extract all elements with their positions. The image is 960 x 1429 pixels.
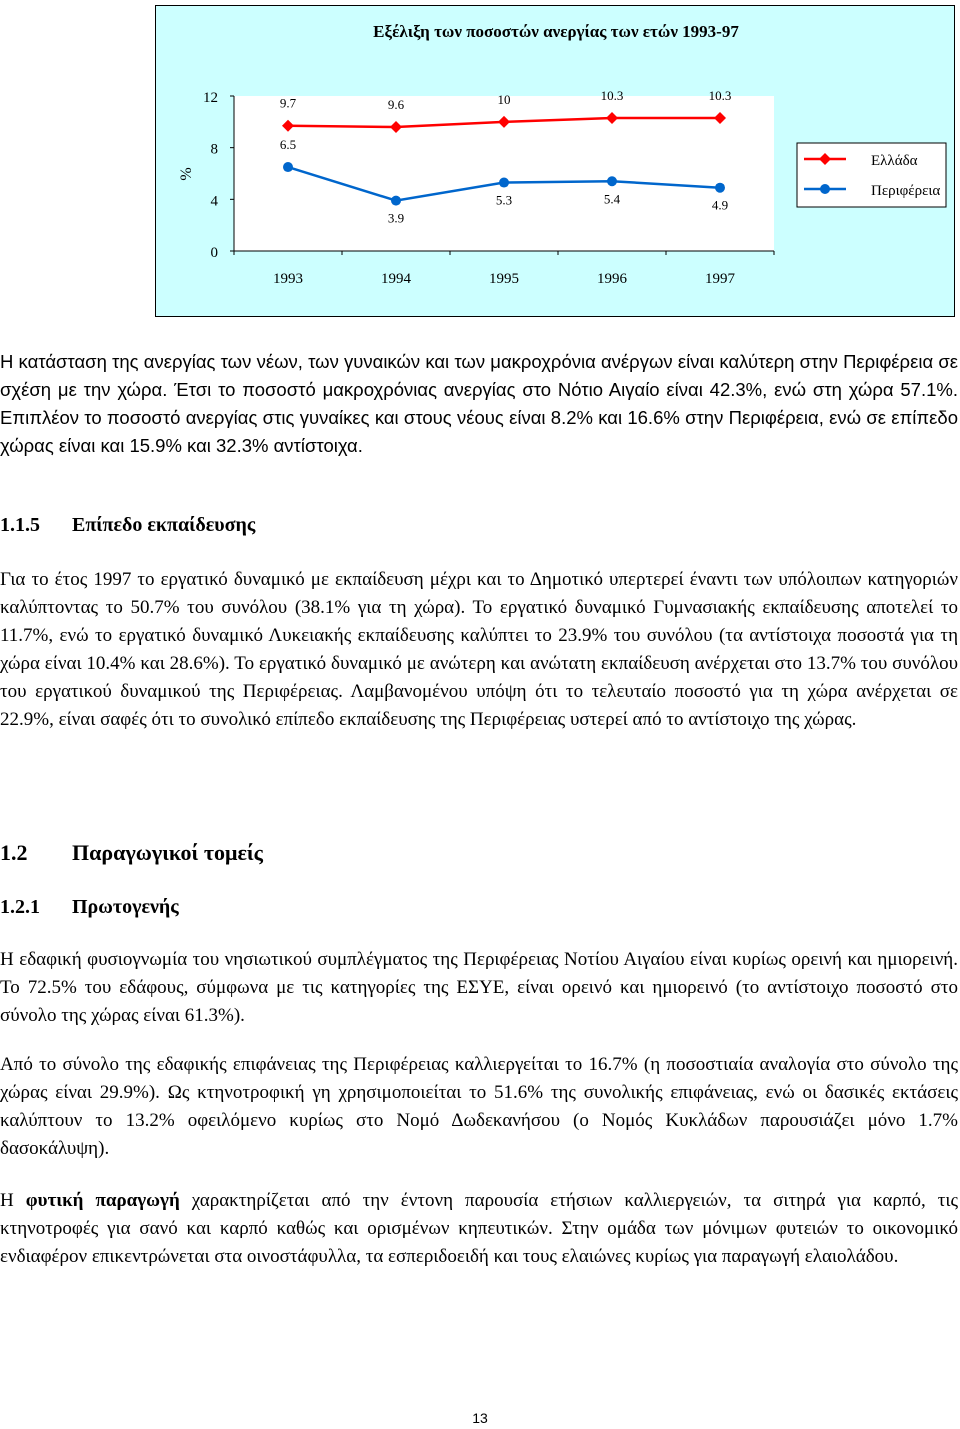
heading-1-2-1-number: 1.2.1 <box>0 896 40 918</box>
y-axis-label: % <box>178 167 195 181</box>
data-point-marker <box>283 162 293 172</box>
paragraph-terrain: Η εδαφική φυσιογνωμία του νησιωτικού συμπλέγματος της Περιφέρειας Νοτίου Αιγαίου είναι κυρίως ορεινή και ημιορεινή. Το 72.5% του εδάφους, σύμφωνα με τις κατηγορίες της ΕΣΥΕ, είναι ορεινό και ημιορεινό (το αντίστοιχο ποσοστό στο σύνολο της χώρας είναι 61.3%). <box>0 949 958 1026</box>
data-label: 9.6 <box>387 97 405 112</box>
x-tick-label: 1996 <box>597 271 627 287</box>
heading-1-2-text: Παραγωγικοί τομείς <box>72 840 263 865</box>
heading-1-1-5-number: 1.1.5 <box>0 514 40 536</box>
data-point-marker <box>607 176 617 186</box>
heading-1-2-number: 1.2 <box>0 840 28 865</box>
data-point-marker <box>499 178 509 188</box>
unemployment-chart <box>155 5 955 317</box>
paragraph-crop-production-post: χαρακτηρίζεται από την έντονη παρουσία ετήσιων καλλιεργειών, τα σιτηρά για καρπό, τις κτηνοτροφές για σανό και καρπό καθώς και ορισμένων κηπευτικών. Στην ομάδα των μόνιμων φυτειών το οικονομικό ενδιαφέρον επικεντρώνεται στα οινοστάφυλλα, τα εσπεριδοειδή και τους ελαιώνες κυρίως για παραγωγή ελαιολάδου. <box>0 1190 958 1267</box>
paragraph-youth-unemployment: Η κατάσταση της ανεργίας των νέων, των γυναικών και των μακροχρόνια ανέργων είναι καλύτερη στην Περιφέρεια σε σχέση με την χώρα. Έτσι το ποσοστό μακροχρόνιας ανεργίας στο Νότιο Αιγαίο είναι 42.3%, ενώ στη χώρα 57.1%. Επιπλέον το ποσοστό ανεργίας στις γυναίκες και στους νέους είναι 8.2% και 16.6% στην Περιφέρεια, ενώ σε επίπεδο χώρας είναι και 15.9% και 32.3% αντίστοιχα. <box>0 351 958 456</box>
x-tick-label: 1995 <box>489 271 519 287</box>
y-tick-label: 0 <box>210 245 218 261</box>
data-label: 10 <box>497 91 511 107</box>
chart-legend <box>797 143 946 207</box>
y-tick-label: 4 <box>210 193 218 210</box>
x-tick-label: 1993 <box>273 271 303 287</box>
legend-label: Ελλάδα <box>871 153 918 169</box>
paragraph-crop-production-pre: Η <box>0 1190 26 1211</box>
heading-1-2 <box>0 840 263 866</box>
heading-1-2-1-text: Πρωτογενής <box>72 896 179 918</box>
paragraph-crop-production <box>0 1187 958 1271</box>
legend-label: Περιφέρεια <box>871 183 941 199</box>
paragraph-land-use: Από το σύνολο της εδαφικής επιφάνειας της Περιφέρειας καλλιεργείται το 16.7% (η ποσοστιαία αναλογία στο σύνολο της χώρας είναι 29.9%). Ως κτηνοτροφική γη χρησιμοποιείται το 51.6% της συνολικής επιφάνειας, ενώ οι δασικές εκτάσεις καλύπτουν το 13.2% οφειλόμενο κυρίως στο Νομό Δωδεκανήσου (ο Νομός Κυκλάδων παρουσιάζει μόνο 1.7% δασοκάλυψη). <box>0 1054 958 1159</box>
page-number: 13 <box>472 1410 488 1426</box>
data-point-marker <box>715 183 725 193</box>
data-label: 4.9 <box>711 197 729 213</box>
data-label: 10.3 <box>600 87 624 103</box>
y-tick-label: 12 <box>203 90 218 106</box>
x-tick-label: 1994 <box>381 271 411 287</box>
data-label: 10.3 <box>708 87 732 103</box>
paragraph-education-level: Για το έτος 1997 το εργατικό δυναμικό με εκπαίδευση μέχρι και το Δημοτικό υπερτερεί έναντι των υπόλοιπων κατηγοριών καλύπτοντας το 50.7% του συνόλου (38.1% για τη χώρα). Το εργατικό δυναμικό Γυμνασιακής εκπαίδευσης αποτελεί το 11.7%, ενώ το εργατικό δυναμικό Λυκειακής εκπαίδευσης καλύπτει το 23.9% του συνόλου (τα αντίστοιχα ποσοστά για τη χώρα είναι 10.4% και 28.6%). Το εργατικό δυναμικό με ανώτερη και ανώτατη εκπαίδευση ανέρχεται στο 13.7% του συνόλου του εργατικού δυναμικού της Περιφέρειας. Λαμβανομένου υπόψη ότι το τελευταίο ποσοστό για τη χώρα ανέρχεται σε 22.9%, είναι σαφές ότι το συνολικό επίπεδο εκπαίδευσης της Περιφέρειας υστερεί από το αντίστοιχο της χώρας. <box>0 569 958 730</box>
x-tick-label: 1997 <box>705 271 735 287</box>
legend-swatch-marker <box>820 184 830 194</box>
heading-1-1-5 <box>0 514 255 537</box>
heading-1-2-1 <box>0 896 179 919</box>
data-label: 6.5 <box>279 137 297 153</box>
heading-1-1-5-text: Επίπεδο εκπαίδευσης <box>72 514 256 536</box>
x-tick-labels <box>234 251 774 287</box>
data-label: 5.3 <box>495 192 513 208</box>
data-label: 5.4 <box>603 191 621 207</box>
chart-canvas <box>156 6 956 318</box>
data-label: 9.7 <box>279 95 297 111</box>
paragraph-crop-production-bold: φυτική παραγωγή <box>25 1190 180 1211</box>
data-label: 3.9 <box>387 210 405 226</box>
data-point-marker <box>391 196 401 206</box>
chart-title: Εξέλιξη των ποσοστών ανεργίας των ετών 1993-97 <box>373 22 739 41</box>
y-tick-labels <box>203 90 234 261</box>
y-tick-label: 8 <box>210 141 218 158</box>
